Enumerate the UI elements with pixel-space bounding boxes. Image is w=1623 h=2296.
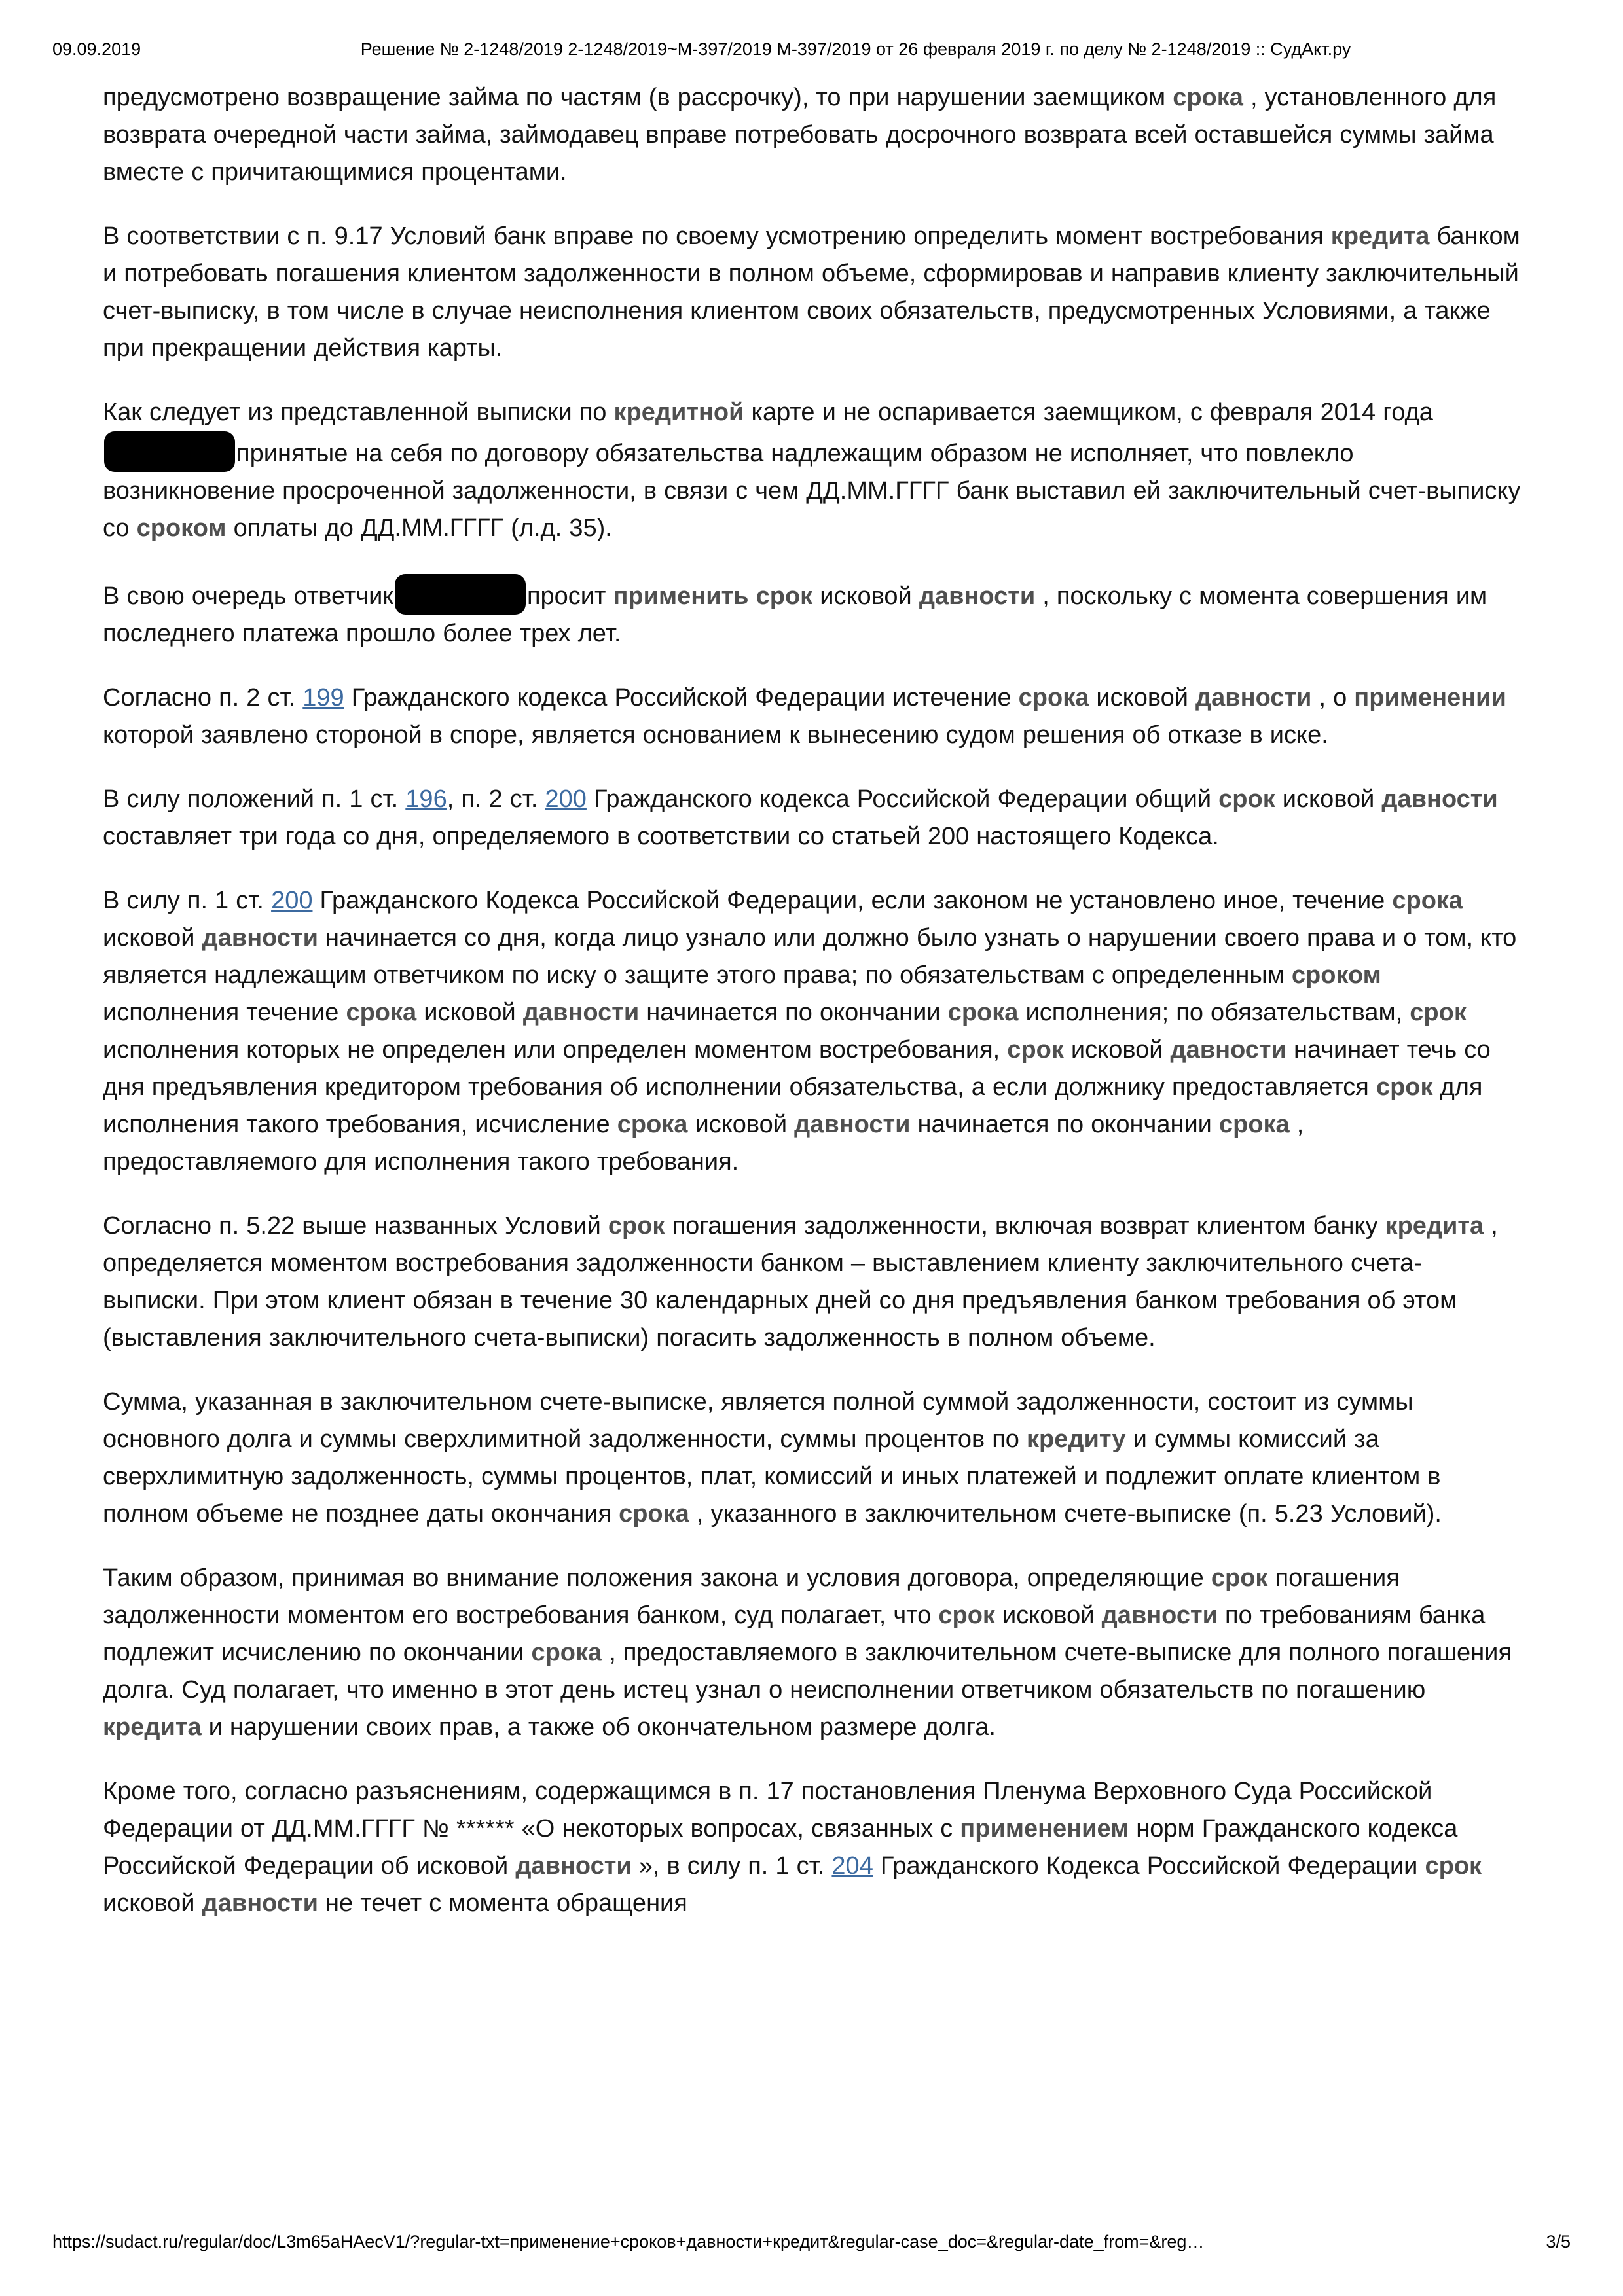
text-run: начинается по окончании [910, 1111, 1219, 1138]
text-run: исполнения; по обязательствам, [1018, 999, 1410, 1026]
paragraph [103, 679, 1521, 754]
text-run: Гражданского кодекса Российской Федерации общий [586, 785, 1219, 813]
statute-link[interactable]: 200 [545, 785, 587, 813]
highlighted-term: срок [1425, 1852, 1482, 1880]
text-run: исполнения которых не определен или определен моментом востребования, [103, 1036, 1008, 1064]
highlighted-term: сроком [1291, 961, 1381, 989]
highlighted-term: кредита [1385, 1212, 1484, 1240]
highlighted-term: давности [1170, 1036, 1286, 1064]
text-run: оплаты до ДД.ММ.ГГГГ (л.д. 35). [226, 514, 612, 542]
text-run: Гражданского Кодекса Российской Федерации, если законом не установлено иное, течение [312, 887, 1393, 914]
paragraph [103, 882, 1521, 1181]
highlighted-term: срок [608, 1212, 665, 1240]
text-run: исковой [1063, 1036, 1171, 1064]
statute-link[interactable]: 200 [271, 887, 313, 914]
highlighted-term: давности [1381, 785, 1498, 813]
highlighted-term: сроком [136, 514, 227, 542]
text-run: », в силу п. 1 ст. [631, 1852, 832, 1880]
text-run: исковой [103, 1890, 202, 1917]
highlighted-term: срока [1392, 887, 1463, 914]
text-run: Согласно п. 2 ст. [103, 684, 303, 711]
text-run: погашения задолженности, включая возврат клиентом банку [665, 1212, 1385, 1240]
highlighted-term: срока [531, 1639, 602, 1666]
highlighted-term: срок [1376, 1073, 1433, 1101]
highlighted-term: давности [794, 1111, 911, 1138]
redaction-box [395, 574, 526, 615]
highlighted-term: кредита [103, 1713, 202, 1741]
text-run: не течет с момента обращения [318, 1890, 687, 1917]
text-run: просит [526, 583, 613, 610]
highlighted-term: срок [1410, 999, 1467, 1026]
text-run: погашения задолженности моментом его востребования банком, суд полагает, что [103, 1564, 1400, 1629]
text-run: исковой [103, 924, 202, 952]
highlighted-term: срока [947, 999, 1019, 1026]
text-run: Гражданского Кодекса Российской Федерации [873, 1852, 1425, 1880]
document-title: Решение № 2-1248/2019 2-1248/2019~М-397/2019 М-397/2019 от 26 февраля 2019 г. по делу № 2-1248/2019 :: СудАкт.ру [360, 39, 1351, 59]
text-run: Сумма, указанная в заключительном счете-выписке, является полной суммой задолженности, состоит из суммы основного долга и суммы сверхлимитной задолженности, суммы процентов по [103, 1388, 1413, 1453]
text-run: норм Гражданского кодекса Российской Федерации об исковой [103, 1815, 1458, 1880]
text-run: Гражданского кодекса Российской Федерации истечение [344, 684, 1019, 711]
text-run: , определяется моментом востребования задолженности банком – выставлением клиенту заключительного счета-выписки. При этом клиент обязан в течение 30 календарных дней со дня предъявления банком требования об этом (выставления заключительного счета-выписки) погасить задолженность в полном объеме. [103, 1212, 1498, 1352]
highlighted-term: давности [515, 1852, 632, 1880]
text-run: , предоставляемого для исполнения такого требования. [103, 1111, 1304, 1175]
text-run: принятые на себя по договору обязательства надлежащим образом не исполняет, что повлекло возникновение просроченной задолженности, в связи с чем ДД.ММ.ГГГГ банк выставил ей заключительный счет-выписку со [103, 440, 1521, 542]
highlighted-term: срок [1218, 785, 1275, 813]
text-run: предусмотрено возвращение займа по частям (в рассрочку), то при нарушении заемщиком [103, 84, 1173, 111]
text-run: по требованиям банка подлежит исчислению по окончании [103, 1602, 1486, 1666]
print-footer [52, 2231, 1571, 2253]
text-run: исковой [812, 583, 919, 610]
statute-link[interactable]: 199 [302, 684, 344, 711]
paragraph [103, 574, 1521, 653]
paragraph [103, 1384, 1521, 1533]
statute-link[interactable]: 204 [831, 1852, 873, 1880]
highlighted-term: давности [522, 999, 640, 1026]
highlighted-term: применении [1354, 684, 1506, 711]
text-run: Кроме того, согласно разъяснениям, содержащимся в п. 17 постановления Пленума Верховного Суда Российской Федерации от ДД.ММ.ГГГГ № ****** «О некоторых вопросах, связанных с [103, 1778, 1432, 1842]
redaction-box [104, 431, 235, 472]
text-run: В силу п. 1 ст. [103, 887, 272, 914]
paragraph [103, 394, 1521, 547]
highlighted-term: применить срок [613, 583, 813, 610]
text-run: составляет три года со дня, определяемого в соответствии со статьей 200 настоящего Кодекса. [103, 823, 1219, 850]
highlighted-term: кредитной [613, 399, 744, 426]
text-run: , о [1311, 684, 1355, 711]
text-run: и нарушении своих прав, а также об окончательном размере долга. [201, 1713, 996, 1741]
document-body [103, 79, 1521, 1949]
text-run: которой заявлено стороной в споре, является основанием к вынесению судом решения об отказе в иске. [103, 721, 1328, 749]
highlighted-term: кредиту [1027, 1426, 1126, 1453]
paragraph [103, 1560, 1521, 1746]
highlighted-term: срок [1211, 1564, 1268, 1592]
text-run: В силу положений п. 1 ст. [103, 785, 406, 813]
text-run: исковой [1275, 785, 1382, 813]
highlighted-term: давности [919, 583, 1036, 610]
text-run: и суммы комиссий за сверхлимитную задолженность, суммы процентов, плат, комиссий и иных платежей и подлежит оплате клиентом в полном объеме не позднее даты окончания [103, 1426, 1441, 1528]
text-run: , предоставляемого в заключительном счете-выписке для полного погашения долга. Суд полагает, что именно в этот день истец узнал о неисполнении ответчиком обязательств по погашению [103, 1639, 1512, 1704]
text-run: В свою очередь ответчик [103, 583, 393, 610]
text-run: , поскольку с момента совершения им последнего платежа прошло более трех лет. [103, 583, 1487, 647]
text-run: исковой [416, 999, 523, 1026]
text-run: начинается по окончании [639, 999, 948, 1026]
highlighted-term: срок [938, 1602, 995, 1629]
highlighted-term: срока [617, 1111, 688, 1138]
highlighted-term: давности [1101, 1602, 1218, 1629]
source-url: https://sudact.ru/regular/doc/L3m65aHAecV1/?regular-txt=применение+сроков+давности+кредит&regular-case_doc=&regular-date_from=&reg… [52, 2232, 1205, 2251]
highlighted-term: применением [960, 1815, 1129, 1842]
paragraph [103, 218, 1521, 367]
highlighted-term: кредита [1330, 223, 1430, 250]
highlighted-term: срока [1173, 84, 1243, 111]
text-run: , п. 2 ст. [447, 785, 545, 813]
page-number: 3/5 [1546, 2232, 1571, 2251]
text-run: для исполнения такого требования, исчисление [103, 1073, 1483, 1138]
paragraph [103, 1773, 1521, 1922]
highlighted-term: срока [1218, 1111, 1290, 1138]
highlighted-term: давности [202, 924, 318, 952]
print-date: 09.09.2019 [52, 39, 141, 59]
highlighted-term: срок [1007, 1036, 1064, 1064]
highlighted-term: срока [619, 1500, 689, 1528]
text-run: Таким образом, принимая во внимание положения закона и условия договора, определяющие [103, 1564, 1211, 1592]
print-header [52, 38, 1571, 60]
text-run: исковой [994, 1602, 1102, 1629]
text-run: , указанного в заключительном счете-выписке (п. 5.23 Условий). [689, 1500, 1442, 1528]
text-run: исполнения течение [103, 999, 346, 1026]
text-run: Согласно п. 5.22 выше названных Условий [103, 1212, 608, 1240]
text-run: Как следует из представленной выписки по [103, 399, 614, 426]
text-run: карте и не оспаривается заемщиком, с февраля 2014 года [744, 399, 1433, 426]
paragraph [103, 1208, 1521, 1357]
text-run: банком и потребовать погашения клиентом задолженности в полном объеме, сформировав и направив клиенту заключительный счет-выписку, в том числе в случае неисполнения клиентом своих обязательств, предусмотренных Условиями, а также при прекращении действия карты. [103, 223, 1520, 362]
paragraph [103, 781, 1521, 855]
text-run: исковой [1089, 684, 1196, 711]
text-run: начинает течь со дня предъявления кредитором требования об исполнении обязательства, а если должнику предоставляется [103, 1036, 1491, 1101]
text-run: начинается со дня, когда лицо узнало или должно было узнать о нарушении своего права и о том, кто является надлежащим ответчиком по иску о защите этого права; по обязательствам с определенным [103, 924, 1517, 989]
text-run: В соответствии с п. 9.17 Условий банк вправе по своему усмотрению определить момент востребования [103, 223, 1331, 250]
highlighted-term: давности [202, 1890, 318, 1917]
highlighted-term: срока [346, 999, 417, 1026]
text-run: , установленного для возврата очередной части займа, займодавец вправе потребовать досрочного возврата всей оставшейся суммы займа вместе с причитающимися процентами. [103, 84, 1497, 186]
statute-link[interactable]: 196 [405, 785, 447, 813]
highlighted-term: давности [1195, 684, 1312, 711]
paragraph [103, 79, 1521, 191]
text-run: исковой [687, 1111, 795, 1138]
highlighted-term: срока [1018, 684, 1089, 711]
